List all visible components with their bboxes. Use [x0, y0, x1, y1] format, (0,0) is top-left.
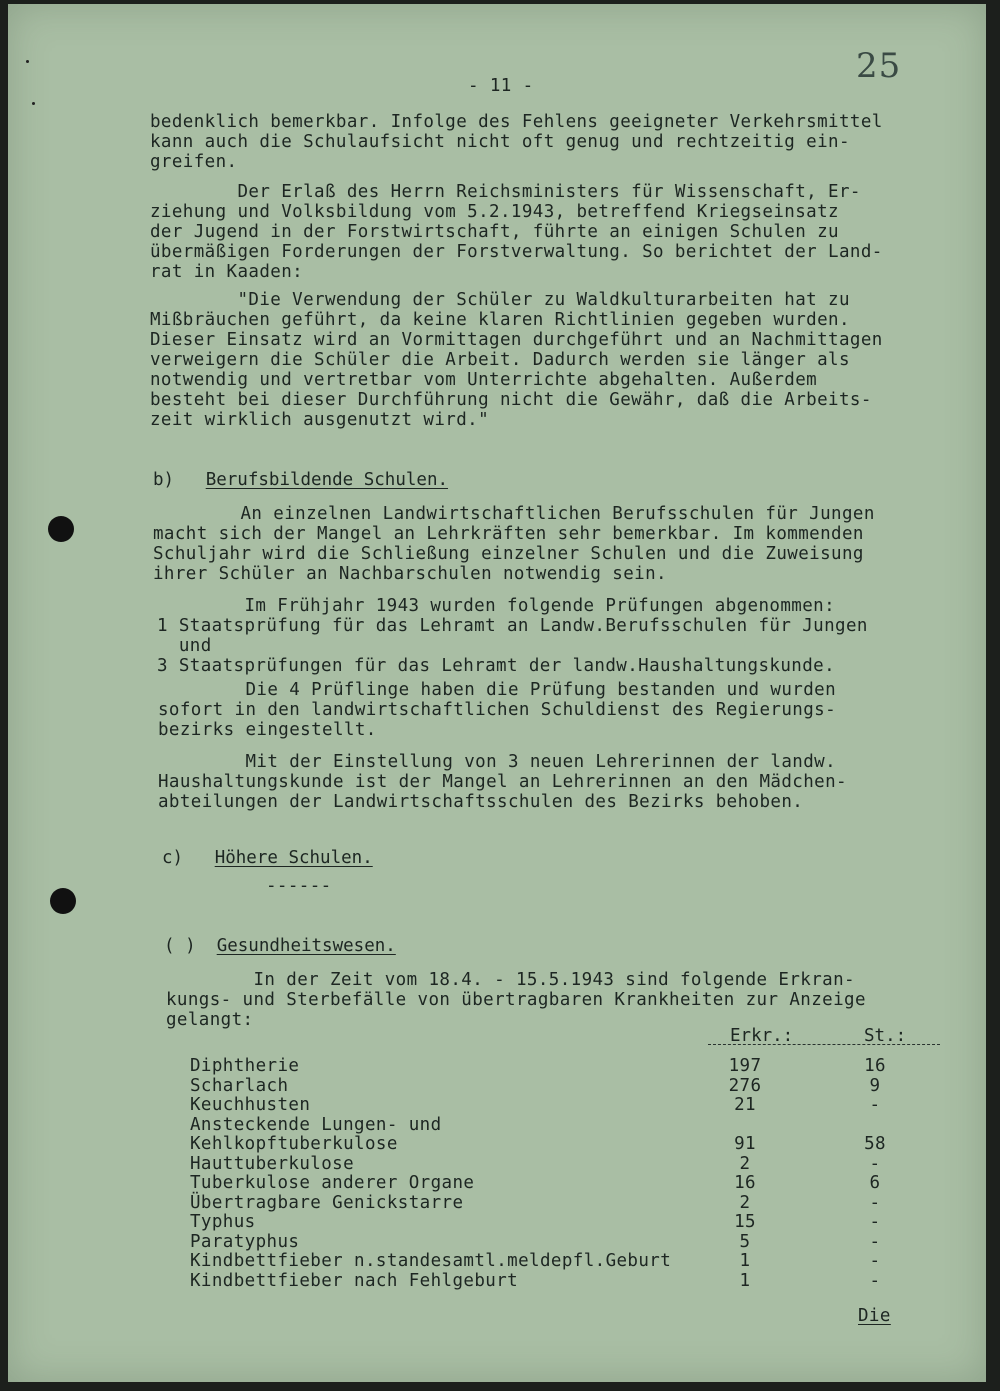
table-row [190, 1232, 930, 1252]
section-b-heading [153, 470, 448, 490]
disease-name: Keuchhusten [190, 1095, 311, 1115]
table-row [190, 1173, 930, 1193]
disease-name: Kindbettfieber n.standesamtl.meldepfl.Geburt [190, 1251, 672, 1271]
erkrankungen-value: 2 [739, 1192, 751, 1213]
column-header-erkrankungen: Erkr.: [730, 1026, 794, 1046]
erkrankungen-value: 5 [739, 1231, 751, 1252]
paragraph-continuation: bedenklich bemerkbar. Infolge des Fehlens geeigneter Verkehrsmittel kann auch die Schulaufsicht nicht oft genug und rechtzeitig ein- greifen. [150, 112, 883, 172]
erkrankungen-value: 1 [739, 1251, 751, 1271]
section-b-paragraph-1: An einzelnen Landwirtschaftlichen Berufsschulen für Jungen macht sich der Mangel an Lehrkräften sehr bemerkbar. Im kommenden Schuljahr wird die Schließung einzelner Schulen und die Zuweisung ihrer Schüler an Nachbarschulen notwendig sein. [153, 504, 875, 584]
sterbefaelle-value: - [869, 1231, 881, 1252]
section-b-paragraph-4: Mit der Einstellung von 3 neuen Lehrerinnen der landw. Haushaltungskunde ist der Mangel an Lehrerinnen an den Mädchen- abteilungen der Landwirtschaftsschulen des Bezirks behoben. [158, 752, 847, 812]
disease-name: Ansteckende Lungen- und [190, 1114, 442, 1135]
disease-name: Kindbettfieber nach Fehlgeburt [190, 1270, 519, 1291]
disease-name: Hauttuberkulose [190, 1153, 355, 1174]
sterbefaelle-value: - [869, 1192, 881, 1213]
section-c-letter: c) [162, 848, 184, 868]
table-row [190, 1271, 930, 1291]
sterbefaelle-value: - [869, 1095, 881, 1115]
disease-table [190, 1056, 930, 1290]
section-d-intro: In der Zeit vom 18.4. - 15.5.1943 sind folgende Erkran- kungs- und Sterbefälle von übertragbaren Krankheiten zur Anzeige gelangt: [166, 970, 866, 1030]
column-header-rule [708, 1044, 940, 1045]
erkrankungen-value: 276 [728, 1075, 762, 1096]
archive-page-number: 25 [856, 46, 902, 86]
document-page [8, 4, 986, 1382]
section-b-title: Berufsbildende Schulen. [205, 470, 449, 490]
punch-hole [48, 516, 74, 542]
page-number: - 11 - [468, 76, 534, 96]
disease-name: Diphtherie [190, 1056, 300, 1076]
sterbefaelle-value: 9 [869, 1075, 881, 1096]
table-row [190, 1056, 930, 1076]
disease-name: Typhus [190, 1212, 256, 1232]
section-c-heading [162, 848, 373, 868]
erkrankungen-value: 16 [734, 1173, 756, 1193]
section-c-title: Höhere Schulen. [214, 848, 373, 868]
section-d-title: Gesundheitswesen. [216, 936, 396, 956]
speck-mark [32, 102, 35, 105]
sterbefaelle-value: - [869, 1153, 881, 1174]
table-row [190, 1154, 930, 1174]
disease-name: Kehlkopftuberkulose [190, 1134, 398, 1154]
table-row [190, 1076, 930, 1096]
table-row [190, 1251, 930, 1271]
section-b-letter: b) [153, 470, 175, 490]
erkrankungen-value: 15 [734, 1212, 756, 1232]
column-header-sterbefaelle: St.: [864, 1026, 907, 1046]
section-b-paragraph-3: Die 4 Prüflinge haben die Prüfung bestanden und wurden sofort in den landwirtschaftlichen Schuldienst des Regierungs- bezirks eingestellt. [158, 680, 837, 740]
section-d-letter: ( ) [164, 936, 196, 956]
disease-name: Übertragbare Genickstarre [190, 1192, 464, 1213]
erkrankungen-value: 21 [734, 1095, 756, 1115]
section-b-paragraph-2: Im Frühjahr 1943 wurden folgende Prüfungen abgenommen: 1 Staatsprüfung für das Lehramt an Landw.Berufsschulen für Jungen und 3 Staatsprüfungen für das Lehramt der landw.Haushaltungskunde. [157, 596, 868, 676]
table-row [190, 1115, 930, 1135]
disease-name: Scharlach [190, 1075, 289, 1096]
sterbefaelle-value: - [869, 1212, 881, 1232]
disease-name: Tuberkulose anderer Organe [190, 1173, 475, 1193]
section-d-heading [164, 936, 396, 956]
erkrankungen-value: 91 [734, 1134, 756, 1154]
disease-name: Paratyphus [190, 1231, 300, 1252]
table-row [190, 1095, 930, 1115]
speck-mark [26, 60, 29, 63]
sterbefaelle-value: - [869, 1270, 881, 1291]
sterbefaelle-value: 6 [869, 1173, 881, 1193]
punch-hole [50, 888, 76, 914]
sterbefaelle-value: - [869, 1251, 881, 1271]
sterbefaelle-value: 16 [864, 1056, 886, 1076]
section-c-dashes: ------ [266, 876, 332, 896]
paragraph-decree: Der Erlaß des Herrn Reichsministers für Wissenschaft, Er- ziehung und Volksbildung vom 5.2.1943, betreffend Kriegseinsatz der Jugend in der Forstwirtschaft, führte an einigen Schulen zu übermäßigen Forderungen der Forstverwaltung. So berichtet der Land- rat in Kaaden: [150, 182, 883, 282]
continuation-word: Die [858, 1306, 891, 1326]
erkrankungen-value: 197 [728, 1056, 762, 1076]
table-row [190, 1193, 930, 1213]
sterbefaelle-value: 58 [864, 1134, 886, 1154]
quote-landrat: "Die Verwendung der Schüler zu Waldkulturarbeiten hat zu Mißbräuchen geführt, da keine klaren Richtlinien gegeben wurden. Dieser Einsatz wird an Vormittagen durchgeführt und an Nachmittagen verweigern die Schüler die Arbeit. Dadurch werden sie länger als notwendig und vertretbar vom Unterrichte abgehalten. Außerdem besteht bei dieser Durchführung nicht die Gewähr, daß die Arbeits- zeit wirklich ausgenutzt wird." [150, 290, 883, 430]
erkrankungen-value: 2 [739, 1153, 751, 1174]
table-row [190, 1212, 930, 1232]
table-row [190, 1134, 930, 1154]
erkrankungen-value: 1 [739, 1270, 751, 1291]
